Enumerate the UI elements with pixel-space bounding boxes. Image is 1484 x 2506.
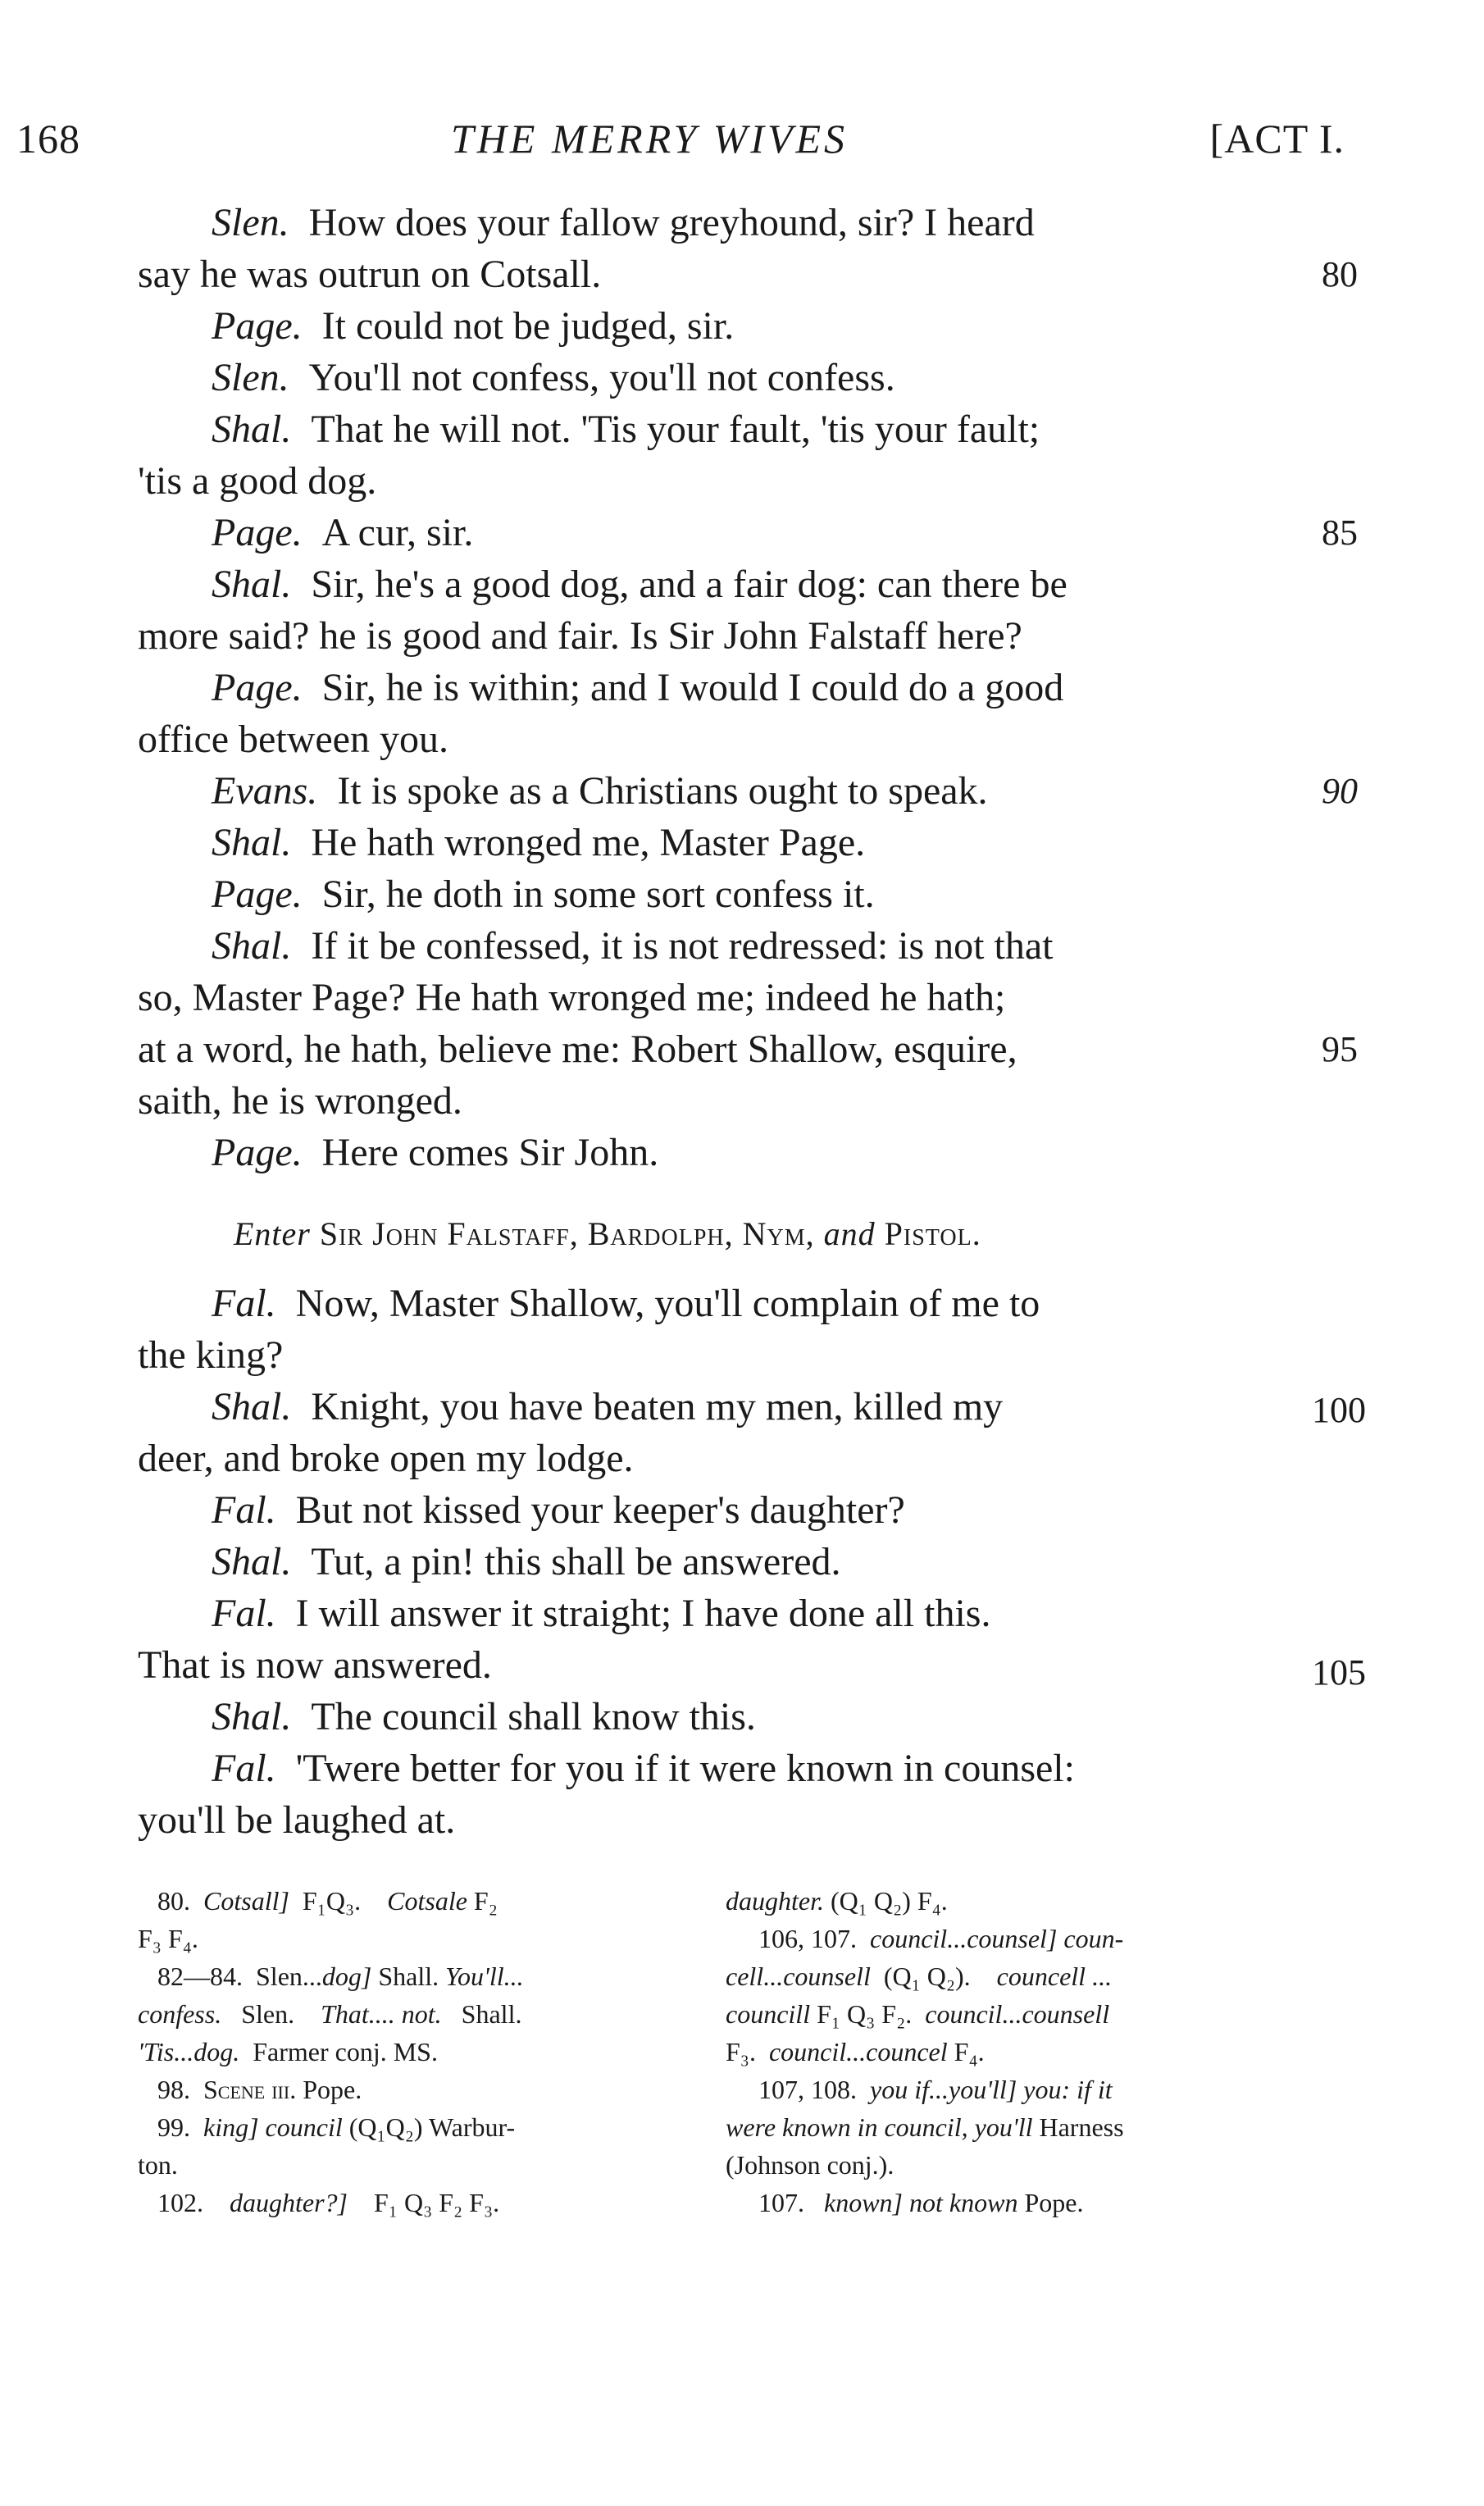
speech: A cur, sir. (321, 511, 474, 554)
line-number: 95 (1322, 1029, 1358, 1069)
speaker: Shal. (212, 1695, 292, 1738)
dialogue-line (212, 508, 473, 558)
dialogue-line (138, 457, 376, 506)
dialogue-line (138, 1641, 492, 1690)
speech: That he will not. 'Tis your fault, 'tis your fault; (311, 408, 1040, 451)
dialogue-line (212, 767, 988, 816)
stage-enter: Enter (234, 1215, 311, 1252)
speech: But not kissed your keeper's daughter? (295, 1488, 905, 1532)
speech: at a word, he hath, believe me: Robert Shallow, esquire, (138, 1027, 1017, 1071)
dialogue-line (138, 973, 1005, 1023)
speaker: Fal. (212, 1747, 276, 1790)
speaker: Page. (212, 1131, 303, 1174)
dialogue-line (212, 1693, 756, 1742)
speech: You'll not confess, you'll not confess. (308, 356, 895, 399)
speech: Knight, you have beaten my men, killed my (311, 1385, 1004, 1428)
dialogue-line (212, 818, 865, 868)
note: 107. known] not known Pope. (758, 2188, 1084, 2217)
dialogue-line (212, 1128, 658, 1178)
speech: It is spoke as a Christians ought to speak. (337, 769, 988, 813)
note: 102. daughter?] F₁ Q₃ F₂ F₃. (157, 2188, 500, 2217)
note: cell...counsell (Q₁ Q₂). councell ... (726, 1962, 1113, 1991)
speaker: Page. (212, 666, 303, 709)
dialogue-line (212, 922, 1053, 971)
dialogue-line (212, 1383, 1003, 1432)
speaker: Shal. (212, 408, 292, 451)
speech: If it be confessed, it is not redressed: is not that (311, 924, 1054, 968)
speaker: Shal. (212, 1385, 292, 1428)
dialogue-line (138, 250, 601, 299)
speaker: Fal. (212, 1488, 276, 1532)
speaker: Shal. (212, 1540, 292, 1583)
speech: Here comes Sir John. (321, 1131, 659, 1174)
dialogue-line (138, 1331, 283, 1380)
act-marker: [ACT I. (1209, 116, 1345, 162)
dialogue-line (212, 1279, 1040, 1328)
speaker: Evans. (212, 769, 318, 813)
textual-notes-left (138, 1882, 695, 2221)
dialogue-line (212, 870, 875, 919)
line-number: 90 (1322, 771, 1358, 811)
note: 99. king] council (Q₁Q₂) Warbur- (157, 2112, 516, 2142)
dialogue-line (212, 198, 1035, 248)
speech: Sir, he's a good dog, and a fair dog: can there be (311, 563, 1067, 606)
stage-and: and (823, 1215, 876, 1252)
character-pistol: Pistol. (884, 1215, 981, 1252)
textual-notes-right (726, 1882, 1316, 2221)
dialogue-line (138, 612, 1022, 661)
speech: Tut, a pin! this shall be answered. (311, 1540, 841, 1583)
speech: office between you. (138, 718, 448, 761)
running-title: THE MERRY WIVES (451, 116, 849, 162)
speaker: Slen. (212, 201, 289, 244)
dialogue-line (138, 1077, 462, 1126)
speech: Sir, he doth in some sort confess it. (321, 873, 875, 916)
line-number: 80 (1322, 254, 1358, 294)
note: 82—84. Slen...dog] Shall. You'll... (157, 1962, 524, 1991)
note: 80. Cotsall] F₁Q₃. Cotsale F₂ (157, 1886, 498, 1916)
speaker: Slen. (212, 356, 289, 399)
speech: so, Master Page? He hath wronged me; indeed he hath; (138, 976, 1006, 1019)
speech: you'll be laughed at. (138, 1798, 456, 1842)
speech: more said? he is good and fair. Is Sir John Falstaff here? (138, 614, 1022, 658)
note: F₃. council...councel F₄. (726, 2037, 985, 2066)
dialogue-line (212, 405, 1040, 454)
page-number: 168 (16, 116, 80, 162)
speech: The council shall know this. (311, 1695, 756, 1738)
dialogue-line (212, 302, 734, 351)
speaker: Shal. (212, 563, 292, 606)
speech: say he was outrun on Cotsall. (138, 253, 602, 296)
speech: saith, he is wronged. (138, 1079, 462, 1123)
note: confess. Slen. That.... not. Shall. (138, 1999, 522, 2029)
speech: Sir, he is within; and I would I could do a good (321, 666, 1064, 709)
speaker: Page. (212, 873, 303, 916)
speech: That is now answered. (138, 1643, 492, 1687)
line-number: 105 (1312, 1652, 1366, 1693)
note: daughter. (Q₁ Q₂) F₄. (726, 1886, 948, 1916)
speaker: Page. (212, 304, 303, 348)
note: 'Tis...dog. Farmer conj. MS. (138, 2037, 438, 2066)
note: 98. Scene iii. Pope. (157, 2075, 362, 2104)
note: (Johnson conj.). (726, 2150, 894, 2180)
stage-direction (234, 1210, 981, 1259)
speech: 'Twere better for you if it were known in counsel: (295, 1747, 1075, 1790)
speech: He hath wronged me, Master Page. (311, 821, 866, 864)
dialogue-line (212, 1486, 905, 1535)
dialogue-line (212, 353, 895, 403)
line-number: 100 (1312, 1390, 1366, 1430)
speech: 'tis a good dog. (138, 459, 377, 503)
speech: Now, Master Shallow, you'll complain of me to (295, 1282, 1040, 1325)
note: 107, 108. you if...you'll] you: if it (758, 2075, 1113, 2104)
dialogue-line (138, 715, 448, 764)
speech: deer, and broke open my lodge. (138, 1437, 634, 1480)
dialogue-line (212, 663, 1063, 713)
speaker: Page. (212, 511, 303, 554)
dialogue-line (138, 1434, 634, 1483)
speech: the king? (138, 1333, 284, 1377)
character-falstaff: Sir John Falstaff, (319, 1215, 579, 1252)
note: councill F₁ Q₃ F₂. council...counsell (726, 1999, 1110, 2029)
speaker: Shal. (212, 821, 292, 864)
note: ton. (138, 2150, 178, 2180)
speaker: Shal. (212, 924, 292, 968)
dialogue-line (138, 1025, 1017, 1074)
speaker: Fal. (212, 1282, 276, 1325)
dialogue-line (138, 1796, 455, 1845)
note: 106, 107. council...counsel] coun- (758, 1924, 1124, 1953)
dialogue-line (212, 1589, 990, 1638)
dialogue-line (212, 1538, 841, 1587)
character-nym: Nym, (742, 1215, 815, 1252)
speaker: Fal. (212, 1592, 276, 1635)
note: F₃ F₄. (138, 1924, 198, 1953)
line-number: 85 (1322, 513, 1358, 553)
character-bardolph: Bardolph, (587, 1215, 734, 1252)
speech: I will answer it straight; I have done all this. (295, 1592, 991, 1635)
speech: How does your fallow greyhound, sir? I heard (308, 201, 1035, 244)
dialogue-line (212, 1744, 1075, 1793)
note: were known in council, you'll Harness (726, 2112, 1124, 2142)
speech: It could not be judged, sir. (321, 304, 735, 348)
running-header (16, 115, 1345, 180)
dialogue-line (212, 560, 1067, 609)
